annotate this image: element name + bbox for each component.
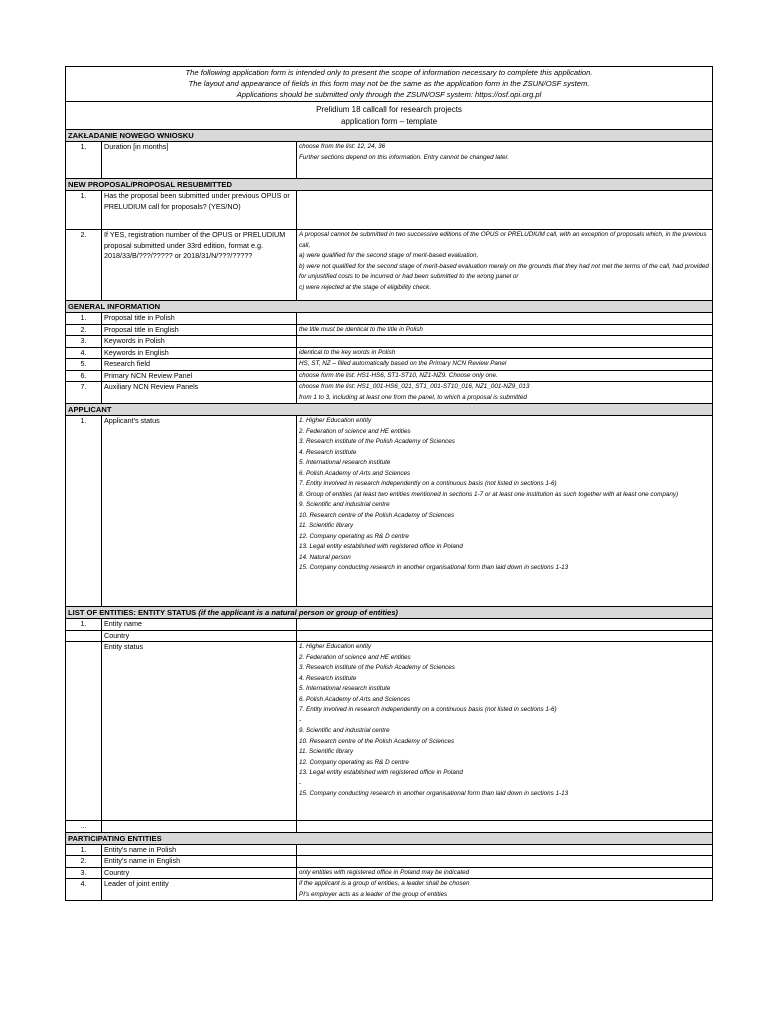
field-label: Leader of joint entity [102, 879, 297, 901]
status-option: - [299, 716, 302, 724]
status-options[interactable] [297, 642, 713, 821]
note-line: PI's employer acts as a leader of the group of entities [299, 890, 448, 898]
status-option: 7. Entity involved in research independently on a continuous basis (not listed in sections 1-6) [299, 480, 557, 487]
row-number: 4. [66, 879, 102, 901]
status-option: 2. Federation of science and HE entities [299, 653, 411, 661]
form-row [66, 642, 713, 821]
field-label: Proposal title in English [102, 324, 297, 336]
field-label: Entity name [102, 619, 297, 631]
row-number: 1. [66, 191, 102, 230]
row-number: 6. [66, 370, 102, 382]
field-note[interactable]: choose form the list: HS1-HS6, ST1-ST10, NZ1-NZ9. Choose only one. [297, 370, 713, 382]
status-option: 14. Natural person [299, 553, 351, 561]
field-label: Entity's name in Polish [102, 844, 297, 856]
row-number: 1. [66, 416, 102, 607]
field-note[interactable] [297, 382, 713, 404]
note-line: choose from the list: HS1_001-HS6_021, ST1_001-ST10_016, NZ1_001-NZ9_013 [299, 383, 530, 390]
status-option: 1. Higher Education entity [299, 643, 372, 650]
note-line: choose from the list: 12, 24, 36 [299, 143, 386, 150]
row-number: 2. [66, 856, 102, 868]
form-row [66, 630, 713, 642]
field-label: Auxiliary NCN Review Panels [102, 382, 297, 404]
row-number: 3. [66, 336, 102, 348]
note-line: Further sections depend on this information. Entry cannot be changed later. [299, 153, 510, 161]
field-label: Entity's name in English [102, 856, 297, 868]
form-row [66, 416, 713, 607]
disclaimer-line-2: The layout and appearance of fields in this form may not be the same as the application form in the ZSUN/OSF system. [188, 79, 590, 88]
section-title: GENERAL INFORMATION [66, 301, 713, 313]
row-number: 7. [66, 382, 102, 404]
field-label: Entity status [102, 642, 297, 821]
field-note[interactable] [297, 879, 713, 901]
form-row [66, 142, 713, 179]
status-option: 13. Legal entity established with registered office in Poland [299, 769, 463, 776]
form-row [66, 370, 713, 382]
field-note[interactable] [297, 230, 713, 301]
field-note[interactable] [297, 844, 713, 856]
status-option: 10. Research centre of the Polish Academy of Sciences [299, 737, 455, 745]
section-title [66, 607, 713, 619]
field-note[interactable]: the title must be identical to the title in Polish [297, 324, 713, 336]
form-row [66, 324, 713, 336]
form-row [66, 347, 713, 359]
form-row [66, 856, 713, 868]
status-option: 8. Group of entities (at least two entities mentioned in sections 1-7 or at least one institution as such together with at least one company) [299, 490, 679, 498]
note-line: A proposal cannot be submitted in two successive editions of the OPUS or PRELUDIUM call, with an exception of proposals which, in the previous call, [299, 231, 707, 249]
field-value[interactable] [297, 619, 713, 631]
form-row [66, 191, 713, 230]
form-row [66, 359, 713, 371]
form-row [66, 821, 713, 833]
disclaimer-line-1: The following application form is intended only to present the scope of information necessary to complete this application. [185, 68, 593, 77]
form-row [66, 619, 713, 631]
section-title: ZAKŁADANIE NOWEGO WNIOSKU [66, 130, 713, 142]
section-header [66, 179, 713, 191]
section-header [66, 301, 713, 313]
continuation-dots: ... [66, 821, 102, 833]
row-number: 1. [66, 142, 102, 179]
application-form-table [65, 66, 713, 901]
row-number: 1. [66, 844, 102, 856]
row-number: 2. [66, 324, 102, 336]
section-title: APPLICANT [66, 404, 713, 416]
row-number: 3. [66, 867, 102, 879]
field-note[interactable] [297, 142, 713, 179]
field-note[interactable]: only entities with registered office in Poland may be indicated [297, 867, 713, 879]
status-option: 3. Research institute of the Polish Academy of Sciences [299, 664, 455, 671]
form-row [66, 382, 713, 404]
status-option: 2. Federation of science and HE entities [299, 427, 411, 435]
note-line: b) were not qualified for the second stage of merit-based evaluation merely on the grounds that they had not met the terms of the call, had provided for unjustified costs to be incurred or had been submitted to the wrong panel or [299, 262, 709, 280]
status-option: 3. Research institute of the Polish Academy of Sciences [299, 438, 455, 445]
status-option: 6. Polish Academy of Arts and Sciences [299, 695, 411, 703]
field-label: Proposal title in Polish [102, 313, 297, 325]
section-header [66, 404, 713, 416]
field-label: Research field [102, 359, 297, 371]
field-label: Duration [in months] [102, 142, 297, 179]
disclaimer-line-3: Applications should be submitted only through the ZSUN/OSF system: https://osf.opi.org.pl [236, 90, 542, 99]
field-label: Country [102, 630, 297, 642]
field-label: Primary NCN Review Panel [102, 370, 297, 382]
field-label: Keywords in English [102, 347, 297, 359]
row-number: 1. [66, 619, 102, 631]
field-note[interactable] [297, 856, 713, 868]
section-header [66, 832, 713, 844]
field-label: If YES, registration number of the OPUS or PRELUDIUM proposal submitted under 33rd edition, format e.g. 2018/33/B/???/????? or 2018/31/N/???/????? [102, 230, 297, 301]
form-row [66, 230, 713, 301]
status-options[interactable] [297, 416, 713, 607]
field-value[interactable] [297, 630, 713, 642]
form-title [66, 102, 713, 130]
form-row [66, 336, 713, 348]
field-note[interactable] [297, 336, 713, 348]
status-option: 5. International research institute [299, 685, 391, 692]
status-option: 11. Scientific library [299, 748, 354, 755]
status-option: 4. Research institute [299, 448, 357, 456]
status-option: 15. Company conducting research in another organisational form than laid down in sections 1-13 [299, 564, 569, 571]
note-line: c) were rejected at the stage of eligibility check. [299, 283, 431, 291]
status-option: 7. Entity involved in research independently on a continuous basis (not listed in sections 1-6) [299, 706, 557, 713]
field-note[interactable]: HS, ST, NZ – filled automatically based on the Primary NCN Review Panel [297, 359, 713, 371]
status-option: 6. Polish Academy of Arts and Sciences [299, 469, 411, 477]
status-option: 5. International research institute [299, 459, 391, 466]
status-option: 4. Research institute [299, 674, 357, 682]
title-line-1: Prelidium 18 callcall for research projects [316, 105, 462, 114]
form-row [66, 313, 713, 325]
status-option: 12. Company operating as R& D centre [299, 532, 409, 540]
row-number: 5. [66, 359, 102, 371]
form-row [66, 844, 713, 856]
section-title-text: LIST OF ENTITIES: ENTITY STATUS [68, 608, 197, 617]
row-number: 1. [66, 313, 102, 325]
status-option: 9. Scientific and industrial centre [299, 727, 390, 734]
status-option: 15. Company conducting research in another organisational form than laid down in sections 1-13 [299, 790, 569, 797]
section-title: PARTICIPATING ENTITIES [66, 832, 713, 844]
status-option: 13. Legal entity established with registered office in Poland [299, 543, 463, 550]
title-line-2: application form – template [340, 117, 438, 126]
form-row [66, 867, 713, 879]
field-note[interactable]: identical to the key words in Polish [297, 347, 713, 359]
field-value[interactable] [297, 191, 713, 230]
section-note: (if the applicant is a natural person or group of entities) [198, 608, 398, 617]
note-line: a) were qualified for the second stage of merit-based evaluation, [299, 252, 479, 259]
field-label: Applicant's status [102, 416, 297, 607]
form-disclaimer [66, 67, 713, 102]
row-number: 4. [66, 347, 102, 359]
field-note[interactable] [297, 313, 713, 325]
status-option: 1. Higher Education entity [299, 417, 372, 424]
status-option: 10. Research centre of the Polish Academy of Sciences [299, 511, 455, 519]
section-header [66, 130, 713, 142]
status-option: 9. Scientific and industrial centre [299, 501, 390, 508]
field-label: Country [102, 867, 297, 879]
note-line: if the applicant is a group of entities, a leader shall be chosen [299, 880, 470, 887]
status-option: - [299, 779, 302, 787]
form-row [66, 879, 713, 901]
row-number: 2. [66, 230, 102, 301]
field-label: Keywords in Polish [102, 336, 297, 348]
status-option: 11. Scientific library [299, 522, 354, 529]
status-option: 12. Company operating as R& D centre [299, 758, 409, 766]
section-header [66, 607, 713, 619]
field-label: Has the proposal been submitted under previous OPUS or PRELUDIUM call for proposals? (YES/NO) [102, 191, 297, 230]
note-line: from 1 to 3, including at least one from the panel, to which a proposal is submitted [299, 393, 527, 401]
section-title: NEW PROPOSAL/PROPOSAL RESUBMITTED [66, 179, 713, 191]
